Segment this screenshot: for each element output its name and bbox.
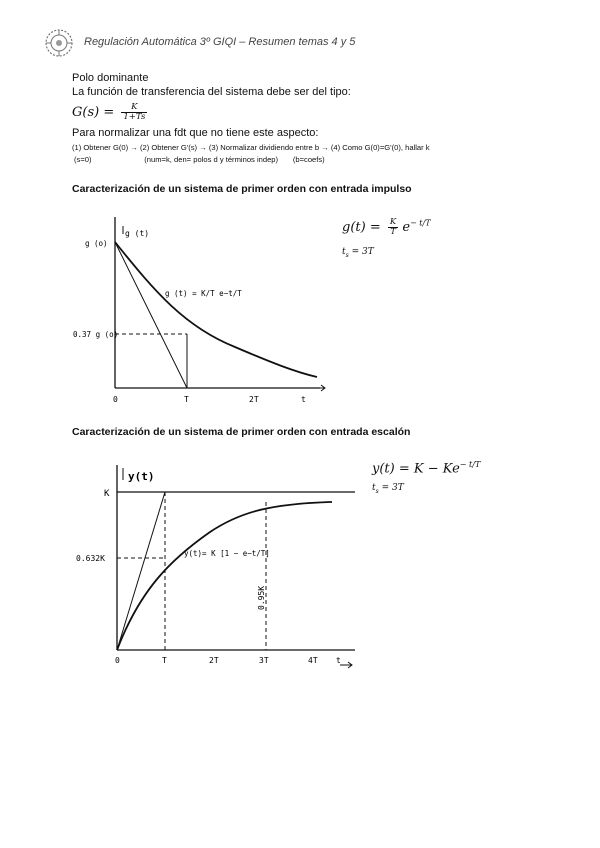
y-axis-label: y(t) xyxy=(128,470,155,483)
impulse-formula-fraction xyxy=(388,218,398,237)
x2T-label: 2T xyxy=(209,656,219,665)
tangent-line xyxy=(117,492,165,650)
impulse-formula-lhs: g(t) = xyxy=(342,220,381,235)
curve-label: y(t)= K [1 − e−t/T] xyxy=(184,549,270,558)
x0-label: 0 xyxy=(115,656,120,665)
y095-label: 0.95K xyxy=(257,585,266,610)
x2T-label: 2T xyxy=(249,395,259,404)
impulse-formula-num: K xyxy=(389,217,397,227)
header-title: Regulación Automática 3º GIQI – Resumen temas 4 y 5 xyxy=(84,36,356,48)
impulse-formula: g(t) = $\frac{K}{T}$ $e^{- t/T}$ xyxy=(342,217,431,237)
xT-label: T xyxy=(184,395,189,404)
tangent-line xyxy=(115,242,187,388)
x0-label: 0 xyxy=(113,395,118,404)
tf-lhs: G(s) = xyxy=(72,105,115,120)
impulse-section-title: Caracterización de un sistema de primer orden con entrada impulso xyxy=(72,183,412,195)
step-rise-curve xyxy=(117,502,332,650)
transfer-function xyxy=(72,103,147,122)
step-formula xyxy=(372,460,480,476)
impulse-settling-time xyxy=(342,247,374,259)
impulse-formula-exp: − t/T xyxy=(410,218,431,228)
ts-sub: s xyxy=(375,487,379,495)
xt-label: t xyxy=(336,656,341,665)
university-logo-icon xyxy=(44,28,74,58)
step-response-plot xyxy=(70,460,360,670)
ts-symbol: t xyxy=(342,247,346,257)
tf-denominator: 1+Ts xyxy=(123,112,146,122)
ts-value: = 3T xyxy=(348,247,374,257)
k-label: K xyxy=(104,489,110,499)
x3T-label: 3T xyxy=(259,656,269,665)
normalize-steps-notes: (s=0) (num=k, den= polos d y términos indep) (b=coefs) xyxy=(74,155,325,164)
page-header xyxy=(44,28,564,58)
step-settling-time xyxy=(372,483,404,495)
curve-label: g (t) = K/T e−t/T xyxy=(165,289,242,298)
ts-symbol: t xyxy=(372,483,376,493)
tf-fraction xyxy=(121,103,147,122)
ts-value: = 3T xyxy=(378,483,404,493)
step-section-title: Caracterización de un sistema de primer orden con entrada escalón xyxy=(72,426,411,438)
x4T-label: 4T xyxy=(308,656,318,665)
ts-sub: s xyxy=(345,251,349,259)
xT-label: T xyxy=(162,656,167,665)
step-formula-exp: − t/T xyxy=(459,460,481,469)
intro-line-3: Para normalizar una fdt que no tiene este aspecto: xyxy=(72,127,319,139)
impulse-response-plot xyxy=(73,212,335,412)
normalize-steps: (1) Obtener G(0) → (2) Obtener G'(s) → (3) Normalizar dividiendo entre b → (4) Como G(0)=G'(0), hallar k xyxy=(72,143,430,152)
xt-label: t xyxy=(301,395,306,404)
tf-numerator: K xyxy=(121,103,147,113)
step-formula-lhs: y(t) = K − Ke xyxy=(372,461,460,477)
y037-label: 0.37 g (o) xyxy=(73,330,119,339)
y0-label: g (o) xyxy=(85,239,108,248)
y-axis-label: g (t) xyxy=(125,229,150,238)
intro-line-2: La función de transferencia del sistema debe ser del tipo: xyxy=(72,86,351,98)
y0632-label: 0.632K xyxy=(76,554,105,563)
impulse-formula-den: T xyxy=(390,227,396,237)
intro-line-1: Polo dominante xyxy=(72,72,149,84)
impulse-decay-curve xyxy=(115,242,317,377)
